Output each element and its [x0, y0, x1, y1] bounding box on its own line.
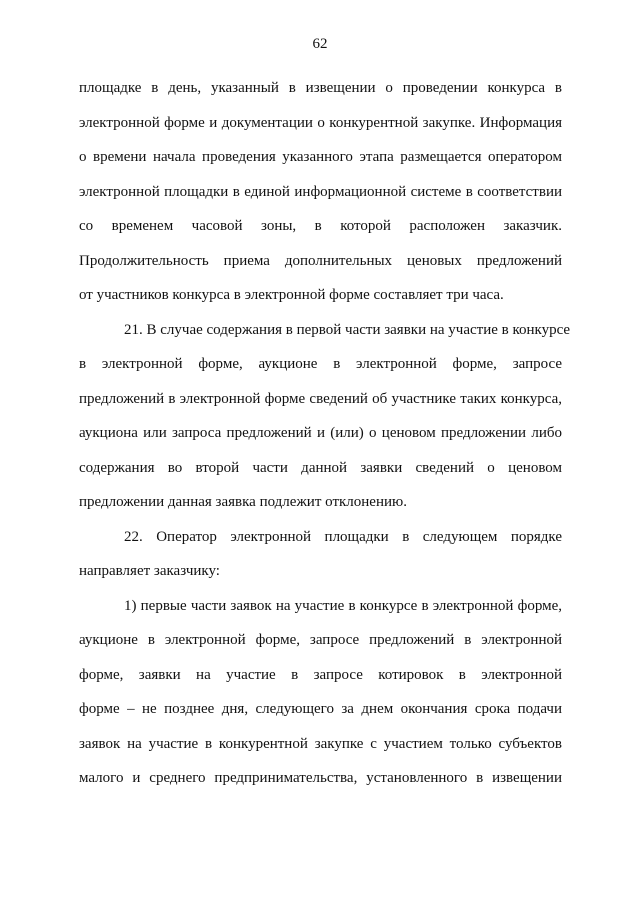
text-line: предложений в электронной форме сведений об участнике таких конкурса, [79, 390, 562, 407]
text-line: электронной площадки в единой информационной системе в соответствии [79, 183, 562, 200]
paragraph-subitem-1 [79, 589, 562, 796]
text-line: форме – не позднее дня, следующего за днем окончания срока подачи [79, 701, 562, 717]
paragraph-item-22 [79, 520, 562, 589]
paragraph-item-21 [79, 313, 571, 520]
text-line: направляет заказчику: [79, 563, 220, 579]
text-line: Продолжительность приема дополнительных ценовых предложений [79, 252, 562, 269]
text-line: со временем часовой зоны, в которой расположен заказчик. [79, 218, 562, 234]
text-line: 22. Оператор электронной площадки в следующем порядке [124, 528, 562, 545]
text-line: малого и среднего предпринимательства, установленного в извещении [79, 770, 562, 786]
text-line: площадке в день, указанный в извещении о проведении конкурса в [79, 80, 562, 96]
text-line: аукционе в электронной форме, запросе предложений в электронной [79, 632, 562, 648]
paragraph-continuation [79, 71, 562, 313]
page-number: 62 [312, 36, 328, 52]
text-line: от участников конкурса в электронной форме составляет три часа. [79, 287, 504, 303]
text-line: форме, заявки на участие в запросе котировок в электронной [79, 666, 562, 683]
document-body [79, 71, 571, 796]
text-line: 1) первые части заявок на участие в конкурсе в электронной форме, [124, 597, 562, 614]
text-line: заявок на участие в конкурентной закупке с участием только субъектов [79, 735, 562, 752]
text-line: электронной форме и документации о конкурентной закупке. Информация [79, 114, 562, 131]
text-line: в электронной форме, аукционе в электронной форме, запросе [79, 356, 562, 372]
text-line: о времени начала проведения указанного этапа размещается оператором [79, 149, 562, 165]
text-line: содержания во второй части данной заявки сведений о ценовом [79, 459, 562, 476]
text-line: аукциона или запроса предложений и (или) о ценовом предложении либо [79, 425, 562, 441]
text-line: 21. В случае содержания в первой части заявки на участие в конкурсе [124, 321, 571, 338]
text-line: предложении данная заявка подлежит отклонению. [79, 494, 407, 510]
